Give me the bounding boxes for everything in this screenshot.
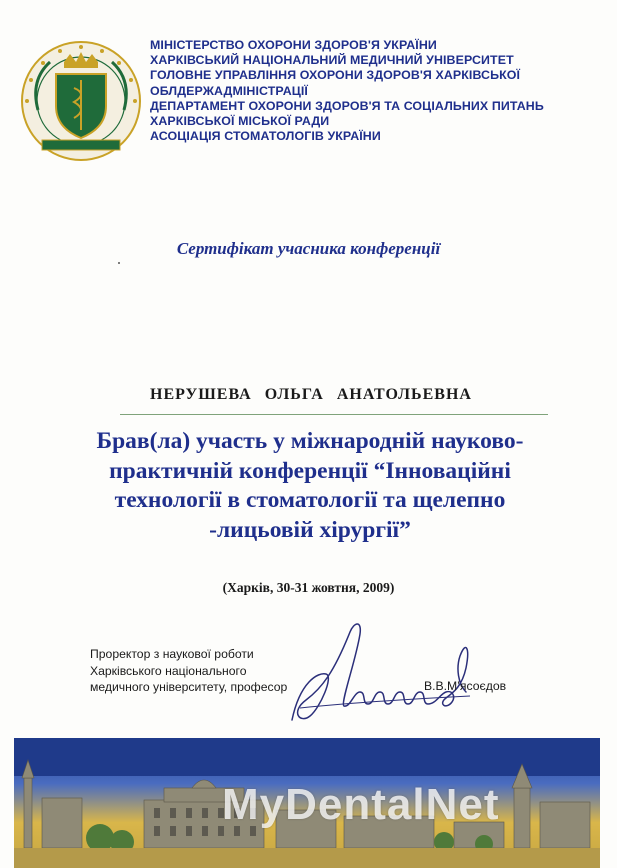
signatory-line: медичного університету, професор <box>90 680 288 694</box>
signatory-name: В.В.М’ясоєдов <box>424 679 507 693</box>
org-line: МІНІСТЕРСТВО ОХОРОНИ ЗДОРОВ'Я УКРАЇНИ <box>150 38 437 52</box>
org-line: АСОЦІАЦІЯ СТОМАТОЛОГІВ УКРАЇНИ <box>150 129 381 144</box>
signatory-title <box>90 646 287 696</box>
place-and-date: (Харків, 30-31 жовтня, 2009) <box>222 580 395 595</box>
org-line: ДЕПАРТАМЕНТ ОХОРОНИ ЗДОРОВ'Я ТА СОЦІАЛЬНИХ ПИТАНЬ <box>150 98 544 113</box>
signatory-line: Харківського національного <box>90 663 247 678</box>
participant-name: НЕРУШЕВА ОЛЬГА АНАТОЛЬЕВНА <box>150 386 472 403</box>
org-line: ГОЛОВНЕ УПРАВЛІННЯ ОХОРОНИ ЗДОРОВ'Я ХАРКІВСЬКОЇ <box>150 68 521 83</box>
statement-line: технології в стоматології та щелепно <box>114 487 506 513</box>
statement-line: Брав(ла) участь у міжнародній науково- <box>96 428 524 454</box>
certificate-title: Сертифікат учасника конференції <box>176 239 441 258</box>
org-line: ХАРКІВСЬКИЙ НАЦІОНАЛЬНИЙ МЕДИЧНИЙ УНІВЕРСИТЕТ <box>150 53 514 68</box>
org-line: ХАРКІВСЬКОЇ МІСЬКОЇ РАДИ <box>150 114 330 129</box>
participation-statement <box>30 427 590 545</box>
statement-line: -лицьовій хірургії” <box>209 516 411 543</box>
signatory-line: Проректор з наукової роботи <box>90 647 254 661</box>
watermark-text: MyDentalNet <box>222 780 500 829</box>
org-line: ОБЛДЕРЖАДМІНІСТРАЦІЇ <box>150 83 308 98</box>
name-underline <box>120 414 548 415</box>
paper-speck <box>118 262 120 264</box>
university-seal-logo <box>20 40 142 162</box>
handwritten-signature <box>270 612 510 732</box>
statement-line: практичній конференції “Інноваційні <box>109 457 511 484</box>
organizations-header <box>150 38 600 144</box>
